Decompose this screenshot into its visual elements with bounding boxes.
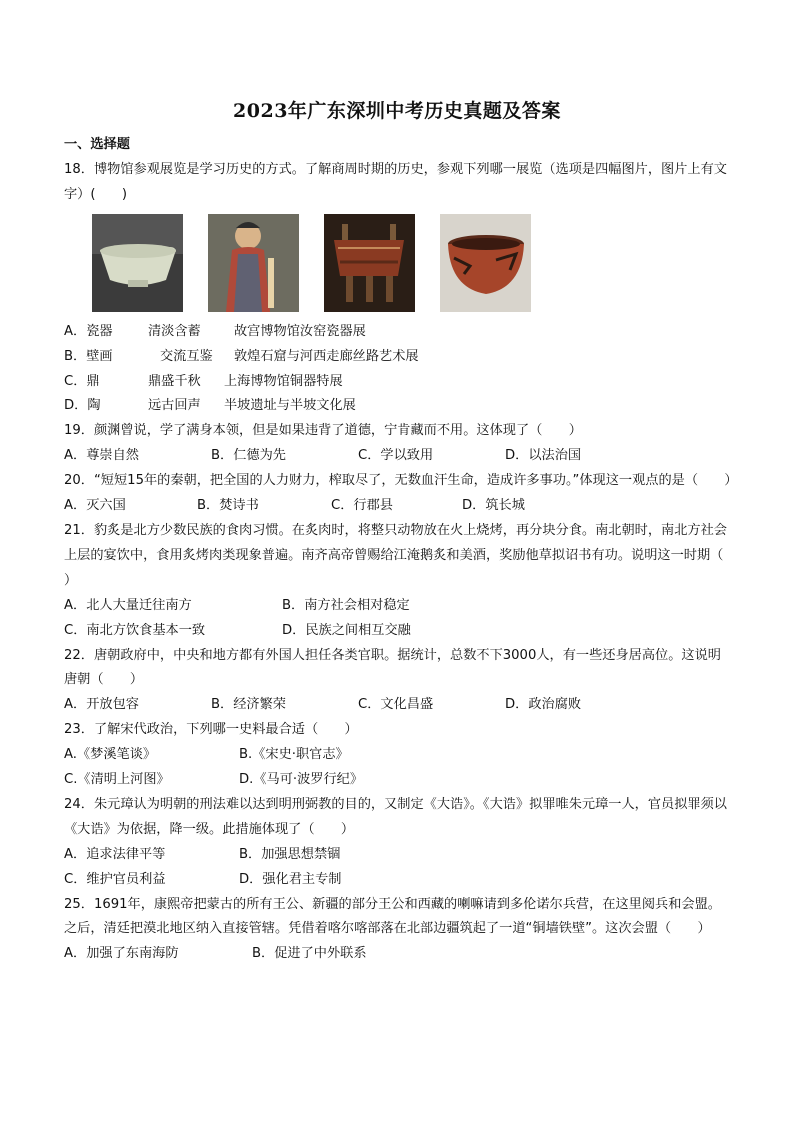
q21-options-1: A．北人大量迁往南方 B．南方社会相对稳定 [64,597,410,613]
question-21-stem: 21．豹炙是北方少数民族的食肉习惯。在炙肉时，将整只动物放在火上烧烤，再分块分食。南北朝时，南北方社会上层的宴饮中，食用炙烤肉类现象普遍。南齐高帝曾赐给江淹鹅炙和美酒，奖励他草拟诏书有功。说明这一时期（ ） [64,522,750,588]
q18-option-b: B．壁画 交流互鉴 敦煌石窟与河西走廊丝路艺术展 [64,348,419,364]
q18-option-a: A．瓷器 清淡含蓄 故宫博物馆汝窑瓷器展 [64,323,366,339]
q19-options: A．尊崇自然 B．仁德为先 C．学以致用 D．以法治国 [64,448,582,464]
question-22-stem: 22．唐朝政府中，中央和地方都有外国人担任各类官职。据统计，总数不下3000人，有一些还身居高位。这说明唐朝（ ） [64,647,721,688]
page-title: 2023年广东深圳中考历史真题及答案 [233,100,561,122]
q21-options-2: C．南北方饮食基本一致 D．民族之间相互交融 [64,622,411,638]
content [64,133,750,967]
question-18-images [92,214,734,312]
question-25-stem: 25．1691年，康熙帝把蒙古的所有王公、新疆的部分王公和西藏的喇嘛请到多伦诺尔兵营，在这里阅兵和会盟。之后，清廷把漠北地区纳入直接管辖。凭借着喀尔喀部落在北部边疆筑起了一道“铜墙铁壁”。这次会盟（ ） [64,896,721,937]
q22-options: A．开放包容 B．经济繁荣 C．文化昌盛 D．政治腐败 [64,697,582,713]
q18-option-c: C．鼎 鼎盛千秋 上海博物馆铜器特展 [64,373,343,389]
bronze-ding-image [324,214,415,312]
q24-options-2: C．维护官员利益 D．强化君主专制 [64,871,342,887]
painted-pottery-image [440,214,531,312]
q23-options-2: C.《清明上河图》 D.《马可·波罗行纪》 [64,772,364,788]
mural-painting-image [208,214,299,312]
porcelain-bowl-image [92,214,183,312]
section-heading: 一、选择题 [64,137,130,152]
question-18-stem: 18．博物馆参观展览是学习历史的方式。了解商周时期的历史，参观下列哪一展览（选项是四幅图片，图片上有文字）( ) [64,161,727,202]
question-20-stem: 20．“短短15年的秦朝，把全国的人力财力，榨取尽了，无数血汗生命，造成许多事功。”体现这一观点的是（ ） [64,473,738,489]
q18-option-d: D．陶 远古回声 半坡遗址与半坡文化展 [64,398,356,414]
question-19-stem: 19．颜渊曾说，学了满身本领，但是如果违背了道德，宁肯藏而不用。这体现了（ ） [64,423,582,439]
q25-options-1: A．加强了东南海防 B．促进了中外联系 [64,946,367,962]
question-23-stem: 23．了解宋代政治，下列哪一史料最合适（ ） [64,722,358,738]
q23-options-1: A.《梦溪笔谈》 B.《宋史·职官志》 [64,747,349,763]
question-24-stem: 24．朱元璋认为明朝的刑法难以达到明刑弼教的目的，又制定《大诰》。《大诰》拟罪唯朱元璋一人，官员拟罪须以《大诰》为依据，降一级。此措施体现了（ ） [64,796,727,837]
q24-options-1: A．追求法律平等 B．加强思想禁锢 [64,846,341,862]
q20-options: A．灭六国 B．焚诗书 C．行郡县 D．筑长城 [64,498,525,514]
